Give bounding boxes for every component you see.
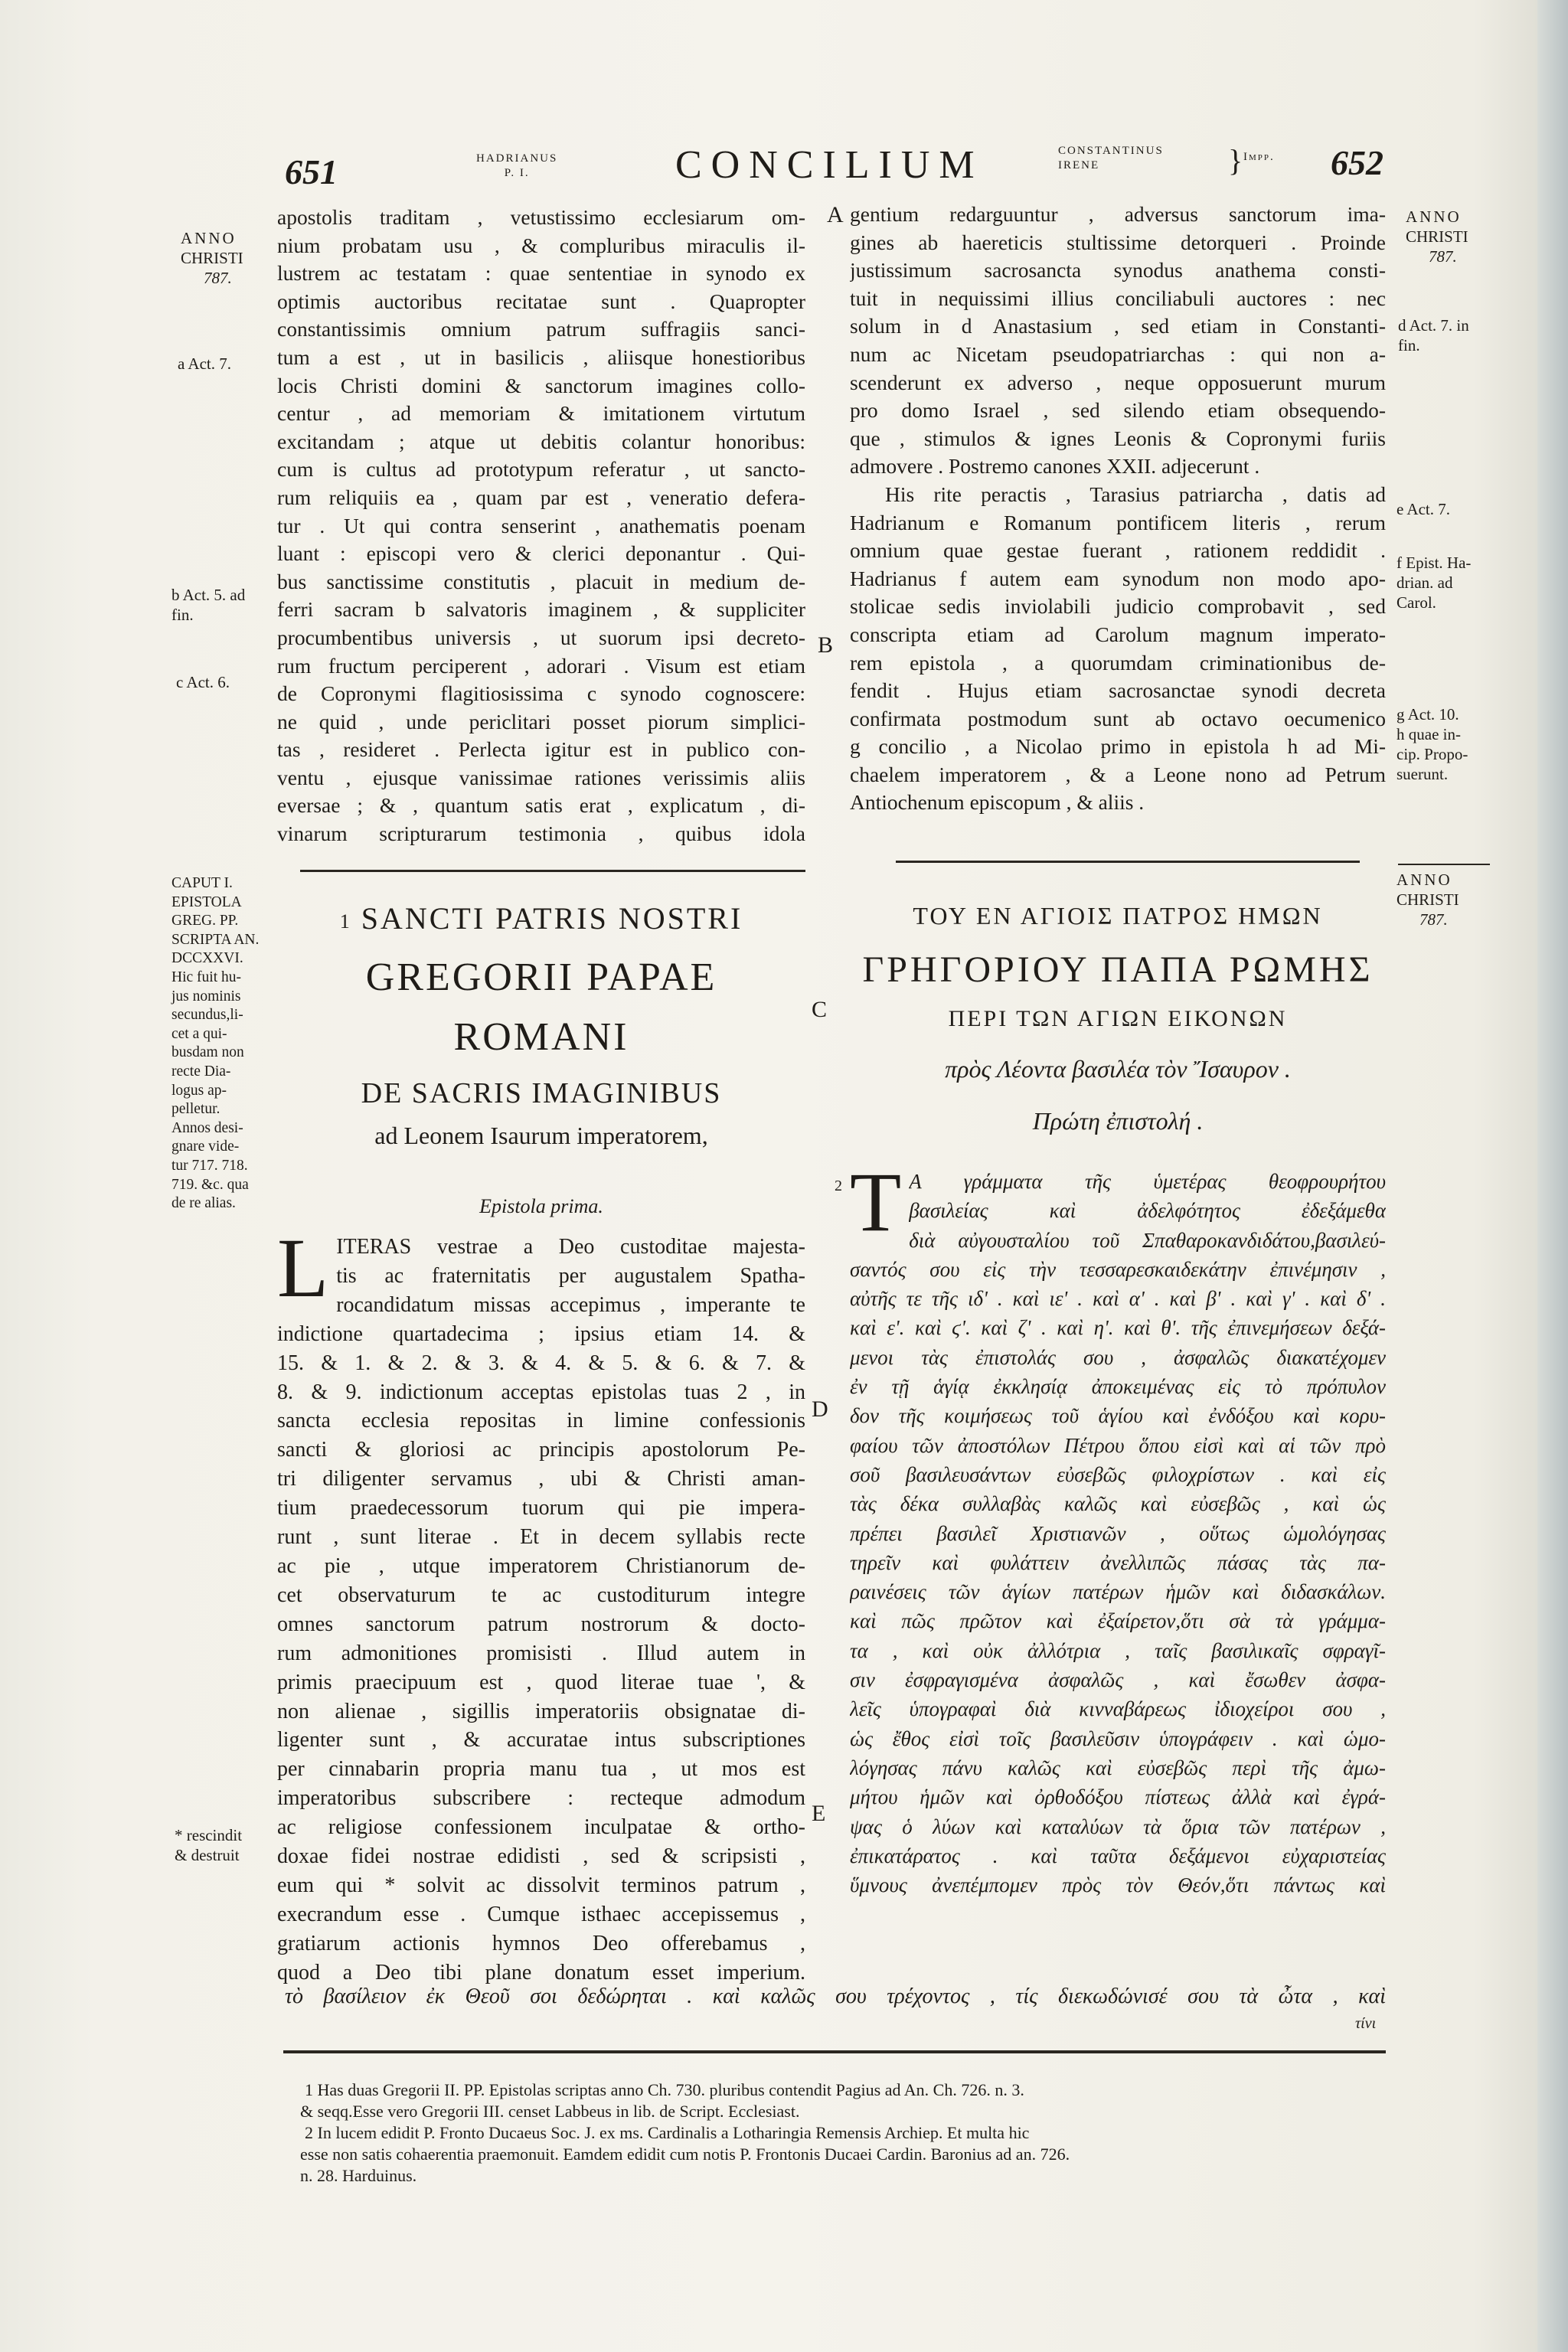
text-line: His rite peractis , Tarasius patriarcha , datis ad — [885, 482, 1386, 506]
latin-heading-line2: GREGORII PAPAE ROMANI — [365, 955, 717, 1059]
latin-heading-block — [277, 897, 805, 1222]
text-line: ac religiose confessionem inculpatae & ortho- — [277, 1815, 805, 1840]
text-line: justissimum sacrosancta synodus anathema consti- — [850, 258, 1386, 283]
text-line: primis praecipuum est , quod literae tuae ', & — [277, 1670, 805, 1694]
text-line: tis ac fraternitatis per augustalem Spatha- — [336, 1263, 805, 1288]
greek-heading-line2: ΓΡΗΓΟΡΙΟΥ ΠΑΠΑ ΡΩΜΗΣ — [862, 949, 1374, 990]
text-line: τηρεῖν καὶ φυλάττειν ἀνελλιπῶς πάσας τὰς πα- — [850, 1550, 1386, 1574]
margin-line: drian. ad — [1396, 573, 1453, 592]
margin-line: jus nominis — [172, 988, 241, 1004]
latin-heading-line3: DE SACRIS IMAGINIBUS — [361, 1076, 722, 1109]
text-line: tium praedecessorum tuorum qui pie impera- — [277, 1496, 805, 1521]
margin-line: DCCXXVI. — [172, 950, 243, 967]
margin-line: g Act. 10. — [1396, 705, 1459, 724]
margin-line: cip. Propo- — [1396, 745, 1468, 763]
margin-line: pelletur. — [172, 1101, 220, 1118]
page-number-right: 652 — [1331, 143, 1383, 182]
text-line: eum qui * solvit ac dissolvit terminos patrum , — [277, 1873, 805, 1897]
text-line: ac pie , utque imperatorem Christianorum de- — [277, 1553, 805, 1578]
footnote-line: n. 28. Harduinus. — [300, 2166, 417, 2185]
text-line: καὶ εʹ. καὶ ϛʹ. καὶ ζʹ . καὶ ηʹ. καὶ θʹ. τῆς ἐπινεμήσεων δεξά- — [850, 1316, 1386, 1340]
latin-letter-body — [277, 1221, 805, 1988]
margin-line: de re alias. — [172, 1195, 236, 1212]
footnote-ref: 2 — [835, 1178, 842, 1194]
margin-anno-left-top — [181, 228, 243, 288]
text-line: nium probatam usu , & compluribus miraculis il- — [277, 233, 805, 257]
section-rule-right — [896, 861, 1360, 863]
footnote-line: & seqq.Esse vero Gregorii III. censet Labbeus in lib. de Script. Ecclesiast. — [300, 2102, 800, 2121]
text-line: μήτου ἡμῶν καὶ ὀρθοδόξου πίστεως ἀλλὰ καὶ ἐγρά- — [850, 1785, 1386, 1809]
text-line: ligenter sunt , & accuratae intus subscriptiones — [277, 1728, 805, 1753]
footnote-ref: 1 — [339, 910, 352, 933]
text-line: rum reliquiis ea , quam par est , veneratio defera- — [277, 485, 805, 509]
text-line: cum is cultus ad prototypum referatur , ut sancto- — [277, 457, 805, 482]
text-line: que , stimulos & ignes Leonis & Copronymi furiis — [850, 426, 1386, 450]
text-line: scenderunt ex adverso , neque opposuerunt murum — [850, 370, 1386, 394]
header-right-line: CONSTANTINUS — [1058, 145, 1164, 157]
margin-line: * rescindit — [175, 1826, 243, 1844]
margin-line: 787. — [1419, 910, 1448, 929]
text-line: ὡς ἔθος εἰσὶ τοῖς βασιλεῦσιν ὑπογράφειν . καὶ ὡμο- — [850, 1726, 1386, 1750]
header-left-line: P. I. — [504, 167, 530, 179]
text-line: βασιλείας καὶ ἀδελφότητος ἐδεξάμεθα — [909, 1199, 1386, 1223]
text-line: Hadrianum e Romanum pontificem literis , rerum — [850, 510, 1386, 534]
text-line: indictione quartadecima ; ipsius etiam 14. & — [277, 1321, 805, 1346]
text-line: de Copronymi flagitiosissima c synodo cognoscere: — [277, 681, 805, 706]
greek-heading-block — [850, 894, 1386, 1142]
margin-line: Carol. — [1396, 593, 1436, 612]
margin-anno-right-mid — [1396, 870, 1459, 929]
margin-line: CAPUT I. — [172, 875, 233, 891]
text-line: locis Christi domini & sanctorum imagines collo- — [277, 373, 805, 397]
text-line: διὰ αὐγουσταλίου τοῦ Σπαθαροκανδιδάτου,βασιλεύ- — [909, 1228, 1386, 1252]
text-line: constantissimis omnium patrum suffragiis sanci- — [277, 317, 805, 341]
margin-caput-note — [172, 874, 259, 1214]
text-line: gratiarum actionis hymnos Deo offerebamus , — [277, 1931, 805, 1955]
text-line: bus sanctissime constitutis , placuit in medium de- — [277, 569, 805, 593]
header-impp: Impp. — [1243, 151, 1275, 163]
text-line: luant : episcopi vero & clerici deponantur . Qui- — [277, 541, 805, 566]
greek-heading-line3: ΠΕΡΙ ΤΩΝ ΑΓΙΩΝ ΕΙΚΟΝΩΝ — [948, 1006, 1288, 1031]
margin-line: logus ap- — [172, 1082, 227, 1099]
text-line: cet observaturum te ac custoditurum integre — [277, 1583, 805, 1607]
latin-column-upper-left — [277, 204, 805, 848]
margin-line: EPISTOLA — [172, 893, 242, 910]
text-line: Antiochenum episcopum , & aliis . — [850, 790, 1145, 815]
column-marker-a: A — [827, 202, 844, 227]
text-line: μενοι τὰς ἐπιστολάς σου , ἀσφαλῶς διακατέχομεν — [850, 1345, 1386, 1369]
text-line: ventu , ejusque vanissimae rationes verissimis aliis — [277, 765, 805, 789]
margin-line: h quae in- — [1396, 725, 1461, 743]
text-line: optimis auctoribus recitatae sunt . Quapropter — [277, 289, 805, 313]
book-spine-edge — [1537, 0, 1568, 2352]
margin-note-d — [1398, 315, 1469, 355]
text-line: 15. & 1. & 2. & 3. & 4. & 5. & 6. & 7. & — [277, 1351, 805, 1375]
margin-line: f Epist. Ha- — [1396, 554, 1472, 572]
margin-line: CHRISTI — [181, 249, 243, 267]
footnote-line: esse non satis cohaerentia praemonuit. Eamdem edidit cum notis P. Frontonis Ducaei Cardin. Baronius ad an. 726. — [300, 2145, 1070, 2164]
text-line: rocandidatum missas accepimus , imperante te — [336, 1292, 805, 1317]
margin-line: ANNO — [1406, 207, 1462, 226]
header-right-small — [1058, 144, 1164, 173]
text-line: chaelem imperatorem , & a Leone nono ad Petrum — [850, 762, 1386, 786]
section-rule-left — [300, 870, 805, 872]
text-line: 8. & 9. indictionum acceptas epistolas tuas 2 , in — [277, 1380, 805, 1404]
text-line: doxae fidei nostrae edidisti , sed & scripsisti , — [277, 1844, 805, 1869]
margin-line: Hic fuit hu- — [172, 969, 241, 985]
text-line: confirmata postmodum sunt ab octavo oecumenico — [850, 706, 1386, 730]
margin-line: ANNO — [181, 229, 237, 247]
text-line: σιν ἐσφραγισμένα ἀσφαλῶς , καὶ ἔσωθεν ἀσφα- — [850, 1668, 1386, 1692]
margin-line: tur 717. 718. — [172, 1157, 248, 1174]
text-line: lustrem ac testatam : quae sententiae in synodo ex — [277, 261, 805, 286]
margin-line: secundus,li- — [172, 1007, 243, 1024]
margin-rule — [1398, 864, 1490, 865]
column-marker-e: E — [812, 1801, 826, 1826]
text-line: gentium redarguuntur , adversus sanctorum ima- — [850, 202, 1386, 226]
margin-line: GREG. PP. — [172, 913, 239, 929]
text-line: ραινέσεις τῶν ἁγίων πατέρων ἡμῶν καὶ διδασκάλων. — [850, 1580, 1386, 1604]
margin-line: CHRISTI — [1406, 227, 1468, 246]
text-line: ITERAS vestrae a Deo custoditae majesta- — [336, 1235, 805, 1259]
greek-heading-line4: πρὸς Λέοντα βασιλέα τὸν Ἴσαυρον . — [945, 1055, 1291, 1083]
latin-column-upper-right — [850, 201, 1386, 817]
text-line: procumbentibus universis , ut suorum ipsi decreto- — [277, 625, 805, 649]
text-line: conscripta etiam ad Carolum magnum imperato- — [850, 622, 1386, 646]
margin-line: cet a qui- — [172, 1025, 227, 1042]
text-line: non alienae , sigillis imperatoriis obsignatae di- — [277, 1699, 805, 1723]
text-line: tuit in nequissimi illius conciliabuli auctores : nec — [850, 286, 1386, 310]
header-right-line: IRENE — [1058, 159, 1100, 172]
latin-heading-line5: Epistola prima. — [479, 1194, 603, 1217]
text-line: centur , ad memoriam & imitationem virtutum — [277, 401, 805, 426]
text-line: tum a est , ut in basilicis , aliisque honestioribus — [277, 345, 805, 369]
column-marker-d: D — [812, 1396, 828, 1422]
margin-anno-right-top — [1406, 207, 1468, 266]
text-line: tas , resideret . Perlecta igitur est in publico con- — [277, 737, 805, 762]
margin-line: 787. — [204, 269, 232, 287]
text-line: vinarum scripturarum testimonia , quibus idola — [277, 822, 805, 846]
margin-line: Annos desi- — [172, 1119, 243, 1136]
column-marker-b: B — [818, 632, 834, 658]
text-line: admovere . Postremo canones XXII. adjecerunt . — [850, 454, 1260, 479]
latin-heading-line4: ad Leonem Isaurum imperatorem, — [374, 1121, 708, 1149]
text-line: g concilio , a Nicolao primo in epistola h ad Mi- — [850, 734, 1386, 759]
drop-cap-latin: L — [277, 1221, 329, 1315]
text-line: omnium quae gestae fuerant , rationem reddidit . — [850, 538, 1386, 563]
text-line: stolicae sedis inviolabili judicio comprobavit , sed — [850, 594, 1386, 619]
text-line: rem epistola , a quorumdam criminationibus de- — [850, 650, 1386, 675]
margin-line: b Act. 5. ad — [172, 586, 246, 604]
margin-line: suerunt. — [1396, 765, 1449, 783]
heading-text: SANCTI PATRIS NOSTRI — [361, 901, 743, 936]
text-line: ὕμνους ἀνεπέμπομεν πρὸς τὸν Θεόν,ὅτι πάντως καὶ — [850, 1873, 1386, 1897]
margin-line: fin. — [172, 606, 194, 624]
text-line: ψας ὁ λύων καὶ καταλύων τὰ ὅρια τῶν πατέρων , — [850, 1815, 1386, 1838]
margin-line: SCRIPTA AN. — [172, 931, 260, 948]
text-line: λεῖς ὑπογραφαὶ διὰ κινναβάρεως ἰδιοχείροι σου , — [850, 1697, 1386, 1721]
margin-note-star — [175, 1825, 242, 1865]
text-line: τα , καὶ οὐκ ἀλλότρια , ταῖς βασιλικαῖς σφραγῖ- — [850, 1638, 1386, 1662]
text-line: σοῦ βασιλευσάντων εὐσεβῶς φιλοχρίστων . καὶ εἰς — [850, 1462, 1386, 1486]
margin-line: d Act. 7. in — [1398, 316, 1469, 335]
greek-letter-body — [835, 1155, 1386, 1900]
drop-cap-greek: Τ — [850, 1155, 902, 1249]
text-line: num ac Nicetam pseudopatriarchas : qui non a- — [850, 341, 1386, 366]
text-line: πρέπει βασιλεῖ Χριστιανῶν , οὕτως ὡμολόγησας — [850, 1521, 1386, 1545]
margin-line: fin. — [1398, 336, 1420, 354]
text-line: fendit . Hujus etiam sacrosanctae synodi decreta — [850, 678, 1386, 703]
margin-note-g — [1396, 704, 1468, 784]
margin-line: CHRISTI — [1396, 890, 1459, 909]
text-line: sancti & gloriosi ac principis apostolorum Pe- — [277, 1438, 805, 1462]
text-line: tri diligenter servamus , ubi & Christi aman- — [277, 1467, 805, 1491]
margin-note-f — [1396, 553, 1471, 612]
text-line: αὐτῆς τε τῆς ιδʹ . καὶ ιεʹ . καὶ αʹ . καὶ βʹ . καὶ γʹ . καὶ δʹ . — [850, 1287, 1386, 1311]
margin-line: recte Dia- — [172, 1063, 231, 1080]
text-line: δον τῆς κοιμήσεως τοῦ ἁγίου καὶ ἐνδόξου καὶ κορυ- — [850, 1404, 1386, 1428]
margin-line: & destruit — [175, 1846, 240, 1864]
greek-heading-line1: ΤΟΥ ΕΝ ΑΓΙΟΙΣ ΠΑΤΡΟΣ ΗΜΩΝ — [913, 902, 1323, 929]
greek-full-width-line: τὸ βασίλειον ἐκ Θεοῦ σοι δεδώρηται . καὶ καλῶς σου τρέχοντος , τίς διεκωδώνισέ σου τὰ ὦτα , καὶ — [285, 1984, 1386, 2008]
header-brace: } — [1228, 143, 1243, 178]
text-line: gines ab haereticis stultissime detorqueri . Proinde — [850, 230, 1386, 254]
text-line: ἐν τῇ ἁγίᾳ ἐκκλησίᾳ ἀποκειμένας εἰς τὸ πρόπυλον — [850, 1375, 1386, 1399]
greek-heading-line5: Πρώτη ἐπιστολή . — [1032, 1107, 1204, 1135]
margin-note-c: c Act. 6. — [176, 673, 230, 691]
margin-line: ANNO — [1396, 871, 1452, 889]
text-line: per cinnabarin propria manu tua , ut mos est — [277, 1757, 805, 1782]
text-line: omnes sanctorum patrum nostrorum & docto- — [277, 1612, 805, 1636]
margin-note-a: a Act. 7. — [178, 354, 231, 373]
margin-line: busdam non — [172, 1044, 244, 1061]
text-line: pro domo Israel , sed silendo etiam obsequendo- — [850, 398, 1386, 423]
footnotes — [300, 2079, 1386, 2187]
footnote-line: 2 In lucem edidit P. Fronto Ducaeus Soc. J. ex ms. Cardinalis a Lotharingia Remensis Archiep. Et multa hic — [305, 2123, 1030, 2142]
margin-line: 719. &c. qua — [172, 1176, 249, 1193]
margin-line: 787. — [1429, 247, 1457, 266]
header-left-line: HADRIANUS — [476, 152, 558, 165]
footnote-line: 1 Has duas Gregorii II. PP. Epistolas scriptas anno Ch. 730. pluribus contendit Pagius ad An. Ch. 726. n. 3. — [305, 2080, 1024, 2099]
text-line: solum in d Anastasium , sed etiam in Constanti- — [850, 314, 1386, 338]
text-line: φαίου τῶν ἀποστόλων Πέτρου ὅπου εἰσὶ καὶ αἱ τῶν πρὸ — [850, 1433, 1386, 1457]
text-line: excitandam ; atque ut debitis colantur honoribus: — [277, 429, 805, 453]
margin-note-b — [172, 585, 245, 625]
text-line: rum fructum perciperent , adorari . Visum est etiam — [277, 653, 805, 678]
text-line: runt , sunt literae . Et in decem syllabis recte — [277, 1525, 805, 1550]
text-line: τὰς δέκα συλλαβὰς καλῶς καὶ εὐσεβῶς , καὶ ὡς — [850, 1492, 1386, 1516]
column-marker-c: C — [812, 997, 828, 1022]
text-line: tur . Ut qui contra senserint , anathematis poenam — [277, 513, 805, 537]
running-title: CONCILIUM — [675, 143, 984, 187]
catchword: τίνι — [1355, 2015, 1377, 2032]
text-line: ferri sacram b salvatoris imaginem , & suppliciter — [277, 597, 805, 622]
text-line: sancta ecclesia repositas in limine confessionis — [277, 1409, 805, 1433]
text-line: Α γράμματα τῆς ὑμετέρας θεοφρουρήτου — [909, 1170, 1386, 1193]
text-line: ne quid , unde periclitari posset piorum simplici- — [277, 709, 805, 733]
text-line: καὶ πῶς πρῶτον καὶ ἐξαίρετον,ὅτι σὰ τὰ γράμμα- — [850, 1609, 1386, 1633]
text-line: imperatoribus subscribere : recteque admodum — [277, 1786, 805, 1811]
text-line: quod a Deo tibi plane donatum esset imperium. — [277, 1960, 805, 1984]
text-line: ἐπικατάρατος . καὶ ταῦτα δεξάμενοι εὐχαριστείας — [850, 1844, 1386, 1867]
margin-line: gnare vide- — [172, 1138, 240, 1155]
text-line: eversae ; & , quantum satis erat , explicatum , di- — [277, 793, 805, 818]
text-line: execrandum esse . Cumque isthaec accepissemus , — [277, 1902, 805, 1926]
text-line: σαντός σου εἰς τὴν τεσσαρεσκαιδεκάτην ἐπινέμησιν , — [850, 1257, 1386, 1281]
header-left-small — [476, 152, 557, 181]
text-line: λόγησας πάνυ καλῶς καὶ εὐσεβῶς περὶ τῆς ἀμω- — [850, 1756, 1386, 1779]
text-line: rum admonitiones promisisti . Illud autem in — [277, 1641, 805, 1665]
margin-note-e: e Act. 7. — [1396, 500, 1450, 518]
text-line: apostolis traditam , vetustissimo ecclesiarum om- — [277, 205, 805, 229]
latin-heading-line1 — [277, 897, 805, 943]
page-number-left: 651 — [285, 152, 338, 191]
footnote-rule — [283, 2050, 1386, 2053]
text-line: Hadrianus f autem eam synodum non modo apo- — [850, 566, 1386, 590]
